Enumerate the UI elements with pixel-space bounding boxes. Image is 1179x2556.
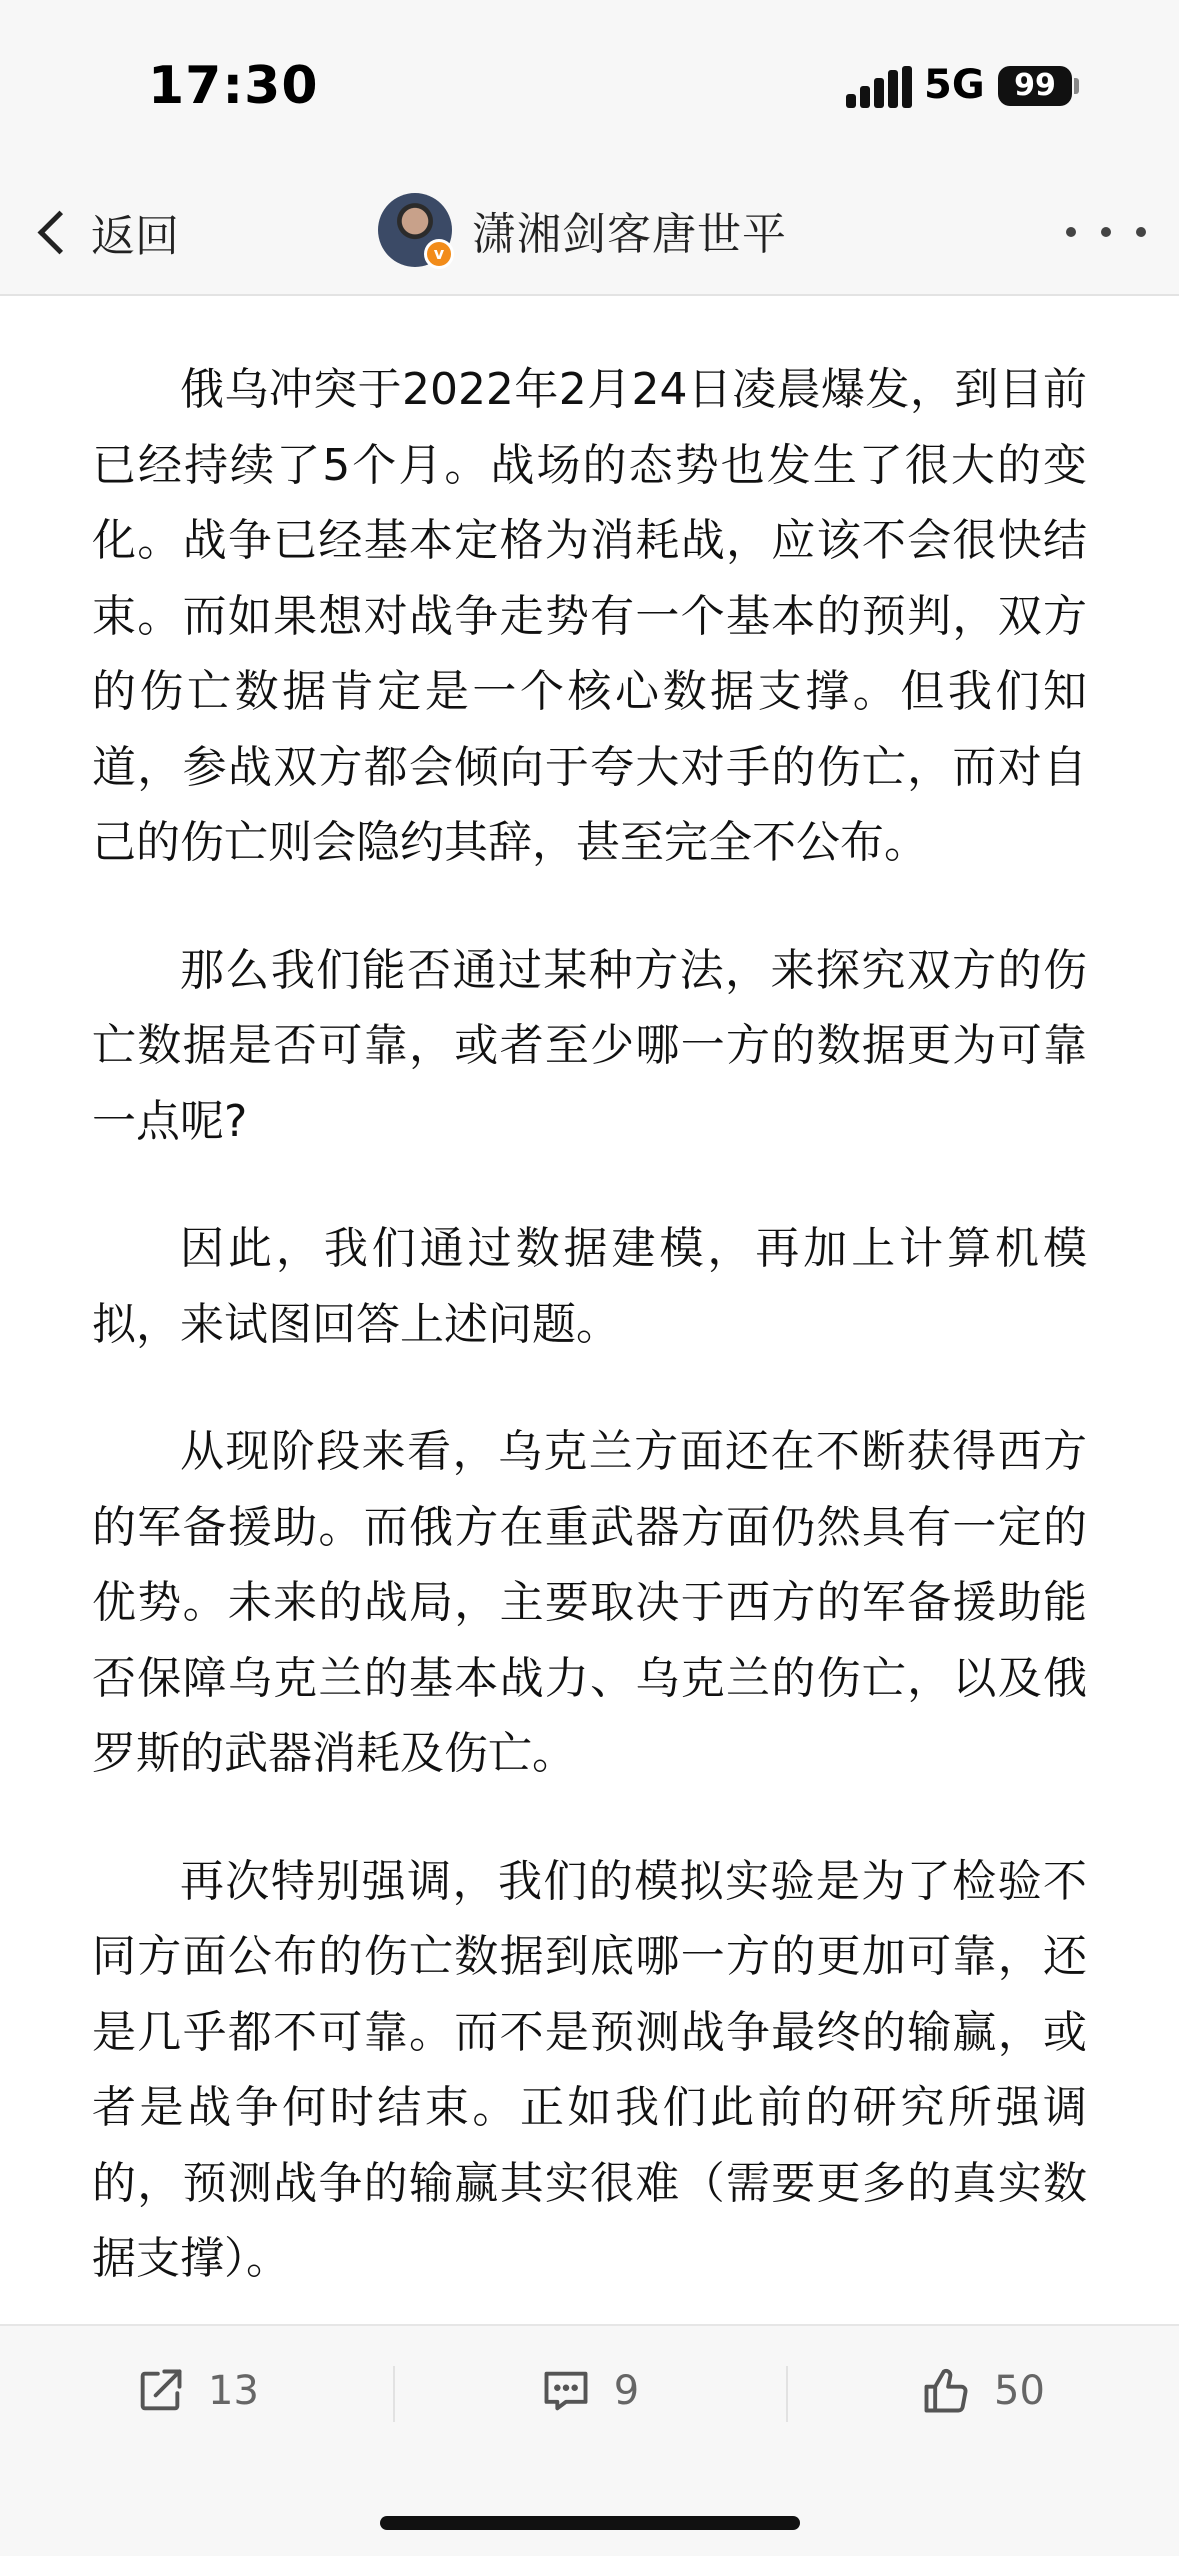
back-button[interactable]: [30, 200, 179, 264]
chevron-left-icon: [38, 210, 82, 254]
nav-bar: [0, 170, 1179, 296]
home-indicator[interactable]: [380, 2516, 800, 2530]
signal-icon: [846, 66, 912, 108]
thumbs-up-icon: [920, 2365, 972, 2417]
status-bar: [0, 0, 1179, 170]
share-button[interactable]: [0, 2326, 393, 2456]
comment-count: 9: [613, 2368, 640, 2414]
battery-icon: 99: [998, 66, 1072, 106]
back-label: 返回: [91, 211, 179, 262]
verified-badge-icon: v: [424, 239, 454, 269]
comment-icon: [540, 2365, 592, 2417]
author-name[interactable]: 潇湘剑客唐世平: [472, 209, 787, 260]
status-time: 17:30: [148, 56, 319, 116]
share-icon: [134, 2365, 186, 2417]
like-count: 50: [994, 2368, 1045, 2414]
article-body: [92, 352, 1087, 2349]
battery-tip: [1074, 78, 1079, 94]
article-paragraph: 从现阶段来看，乌克兰方面还在不断获得西方的军备援助。而俄方在重武器方面仍然具有一定的优势。未来的战局，主要取决于西方的军备援助能否保障乌克兰的基本战力、乌克兰的伤亡，以及俄罗斯的武器消耗及伤亡。: [92, 1426, 1087, 1779]
network-type: 5G: [924, 62, 985, 108]
article-paragraph: 那么我们能否通过某种方法，来探究双方的伤亡数据是否可靠，或者至少哪一方的数据更为可靠一点呢?: [92, 944, 1087, 1147]
bottom-toolbar: [0, 2324, 1179, 2456]
comment-button[interactable]: [393, 2326, 786, 2456]
home-indicator-area: [0, 2454, 1179, 2556]
more-dots-icon[interactable]: [1066, 222, 1146, 242]
avatar[interactable]: [378, 193, 452, 267]
article-paragraph: 俄乌冲突于2022年2月24日凌晨爆发，到目前已经持续了5个月。战场的态势也发生了很大的变化。战争已经基本定格为消耗战，应该不会很快结束。而如果想对战争走势有一个基本的预判，双方的伤亡数据肯定是一个核心数据支撑。但我们知道，参战双方都会倾向于夸大对手的伤亡，而对自己的伤亡则会隐约其辞，甚至完全不公布。: [92, 364, 1087, 868]
article-paragraph: 再次特别强调，我们的模拟实验是为了检验不同方面公布的伤亡数据到底哪一方的更加可靠，还是几乎都不可靠。而不是预测战争最终的输赢，或者是战争何时结束。正如我们此前的研究所强调的，预测战争的输赢其实很难（需要更多的真实数据支撑）。: [92, 1855, 1087, 2284]
share-count: 13: [208, 2368, 259, 2414]
like-button[interactable]: [786, 2326, 1179, 2456]
article-paragraph: 因此，我们通过数据建模，再加上计算机模拟，来试图回答上述问题。: [92, 1223, 1087, 1350]
author-header[interactable]: [378, 190, 787, 270]
